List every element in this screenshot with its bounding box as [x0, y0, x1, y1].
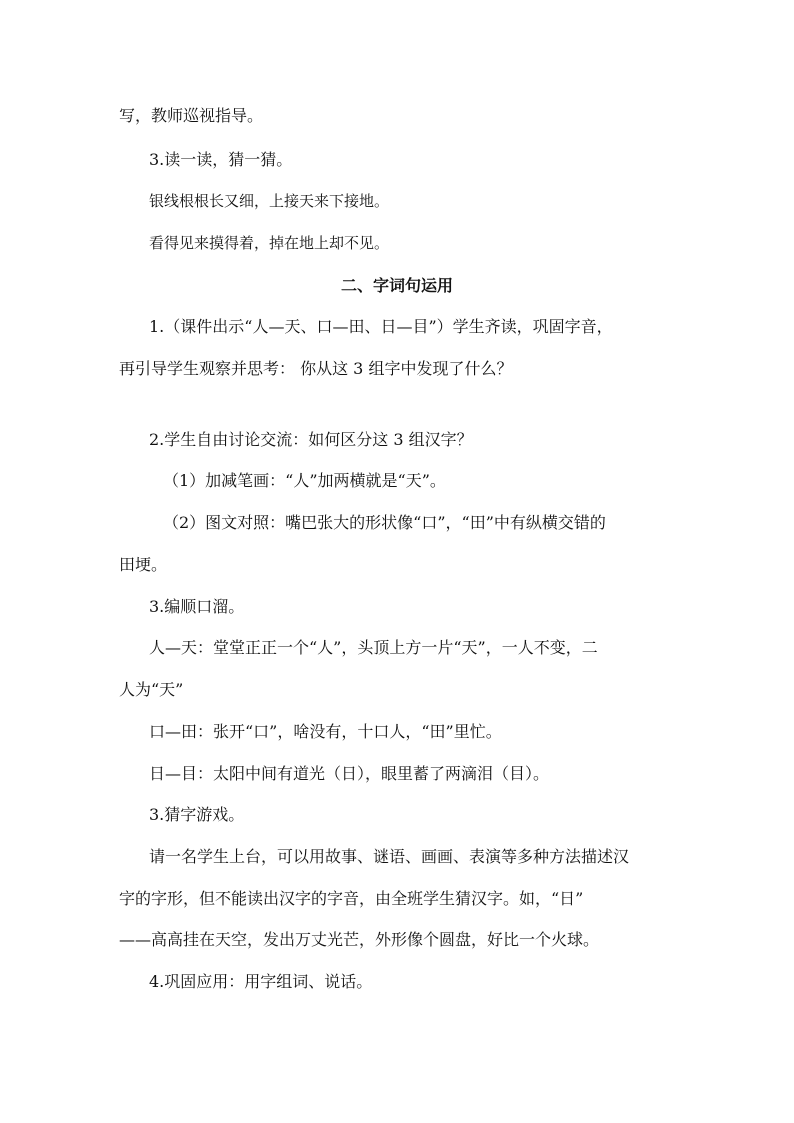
riddle-line-1: 银线根根长又细，上接天来下接地。	[149, 192, 390, 210]
paragraph-continuation: 写，教师巡视指导。	[119, 106, 264, 125]
step-guess-game: 3.猜字游戏。	[149, 805, 245, 824]
game-paragraph-line-1: 请一名学生上台，可以用故事、谜语、画画、表演等多种方法描述汉	[149, 847, 630, 866]
section-heading: 二、字词句运用	[340, 276, 453, 295]
list-item-2-line-1: （2）图文对照：嘴巴张大的形状像“口”，“田”中有纵横交错的	[163, 513, 606, 532]
rhyme-2: 口—田：张开“口”，啥没有，十口人，“田”里忙。	[149, 722, 502, 741]
step-apply: 4.巩固应用：用字组词、说话。	[149, 972, 373, 991]
rhyme-3: 日—目：太阳中间有道光（日），眼里蓄了两滴泪（目）。	[149, 764, 550, 783]
step-rhyme: 3.编顺口溜。	[149, 597, 245, 616]
paragraph-1-line-1: 1.（课件出示“人—天、口—田、日—目”）学生齐读，巩固字音，	[149, 317, 613, 336]
step-read-guess: 3.读一读，猜一猜。	[149, 150, 293, 169]
game-paragraph-line-2: 字的字形，但不能读出汉字的字音，由全班学生猜汉字。如，“日”	[119, 889, 584, 908]
rhyme-1-line-2: 人为“天”	[119, 680, 184, 699]
list-item-1: （1）加减笔画：“人”加两横就是“天”。	[163, 471, 446, 490]
rhyme-1-line-1: 人—天：堂堂正正一个“人”，头顶上方一片“天”，一人不变，二	[149, 638, 598, 657]
game-paragraph-line-3: ——高高挂在天空，发出万丈光芒，外形像个圆盘，好比一个火球。	[119, 930, 600, 949]
paragraph-2: 2.学生自由讨论交流：如何区分这 3 组汉字？	[149, 430, 473, 449]
riddle-line-2: 看得见来摸得着，掉在地上却不见。	[149, 234, 390, 252]
list-item-2-line-2: 田埂。	[119, 555, 168, 574]
paragraph-1-line-2: 再引导学生观察并思考： 你从这 3 组字中发现了什么？	[119, 359, 513, 378]
